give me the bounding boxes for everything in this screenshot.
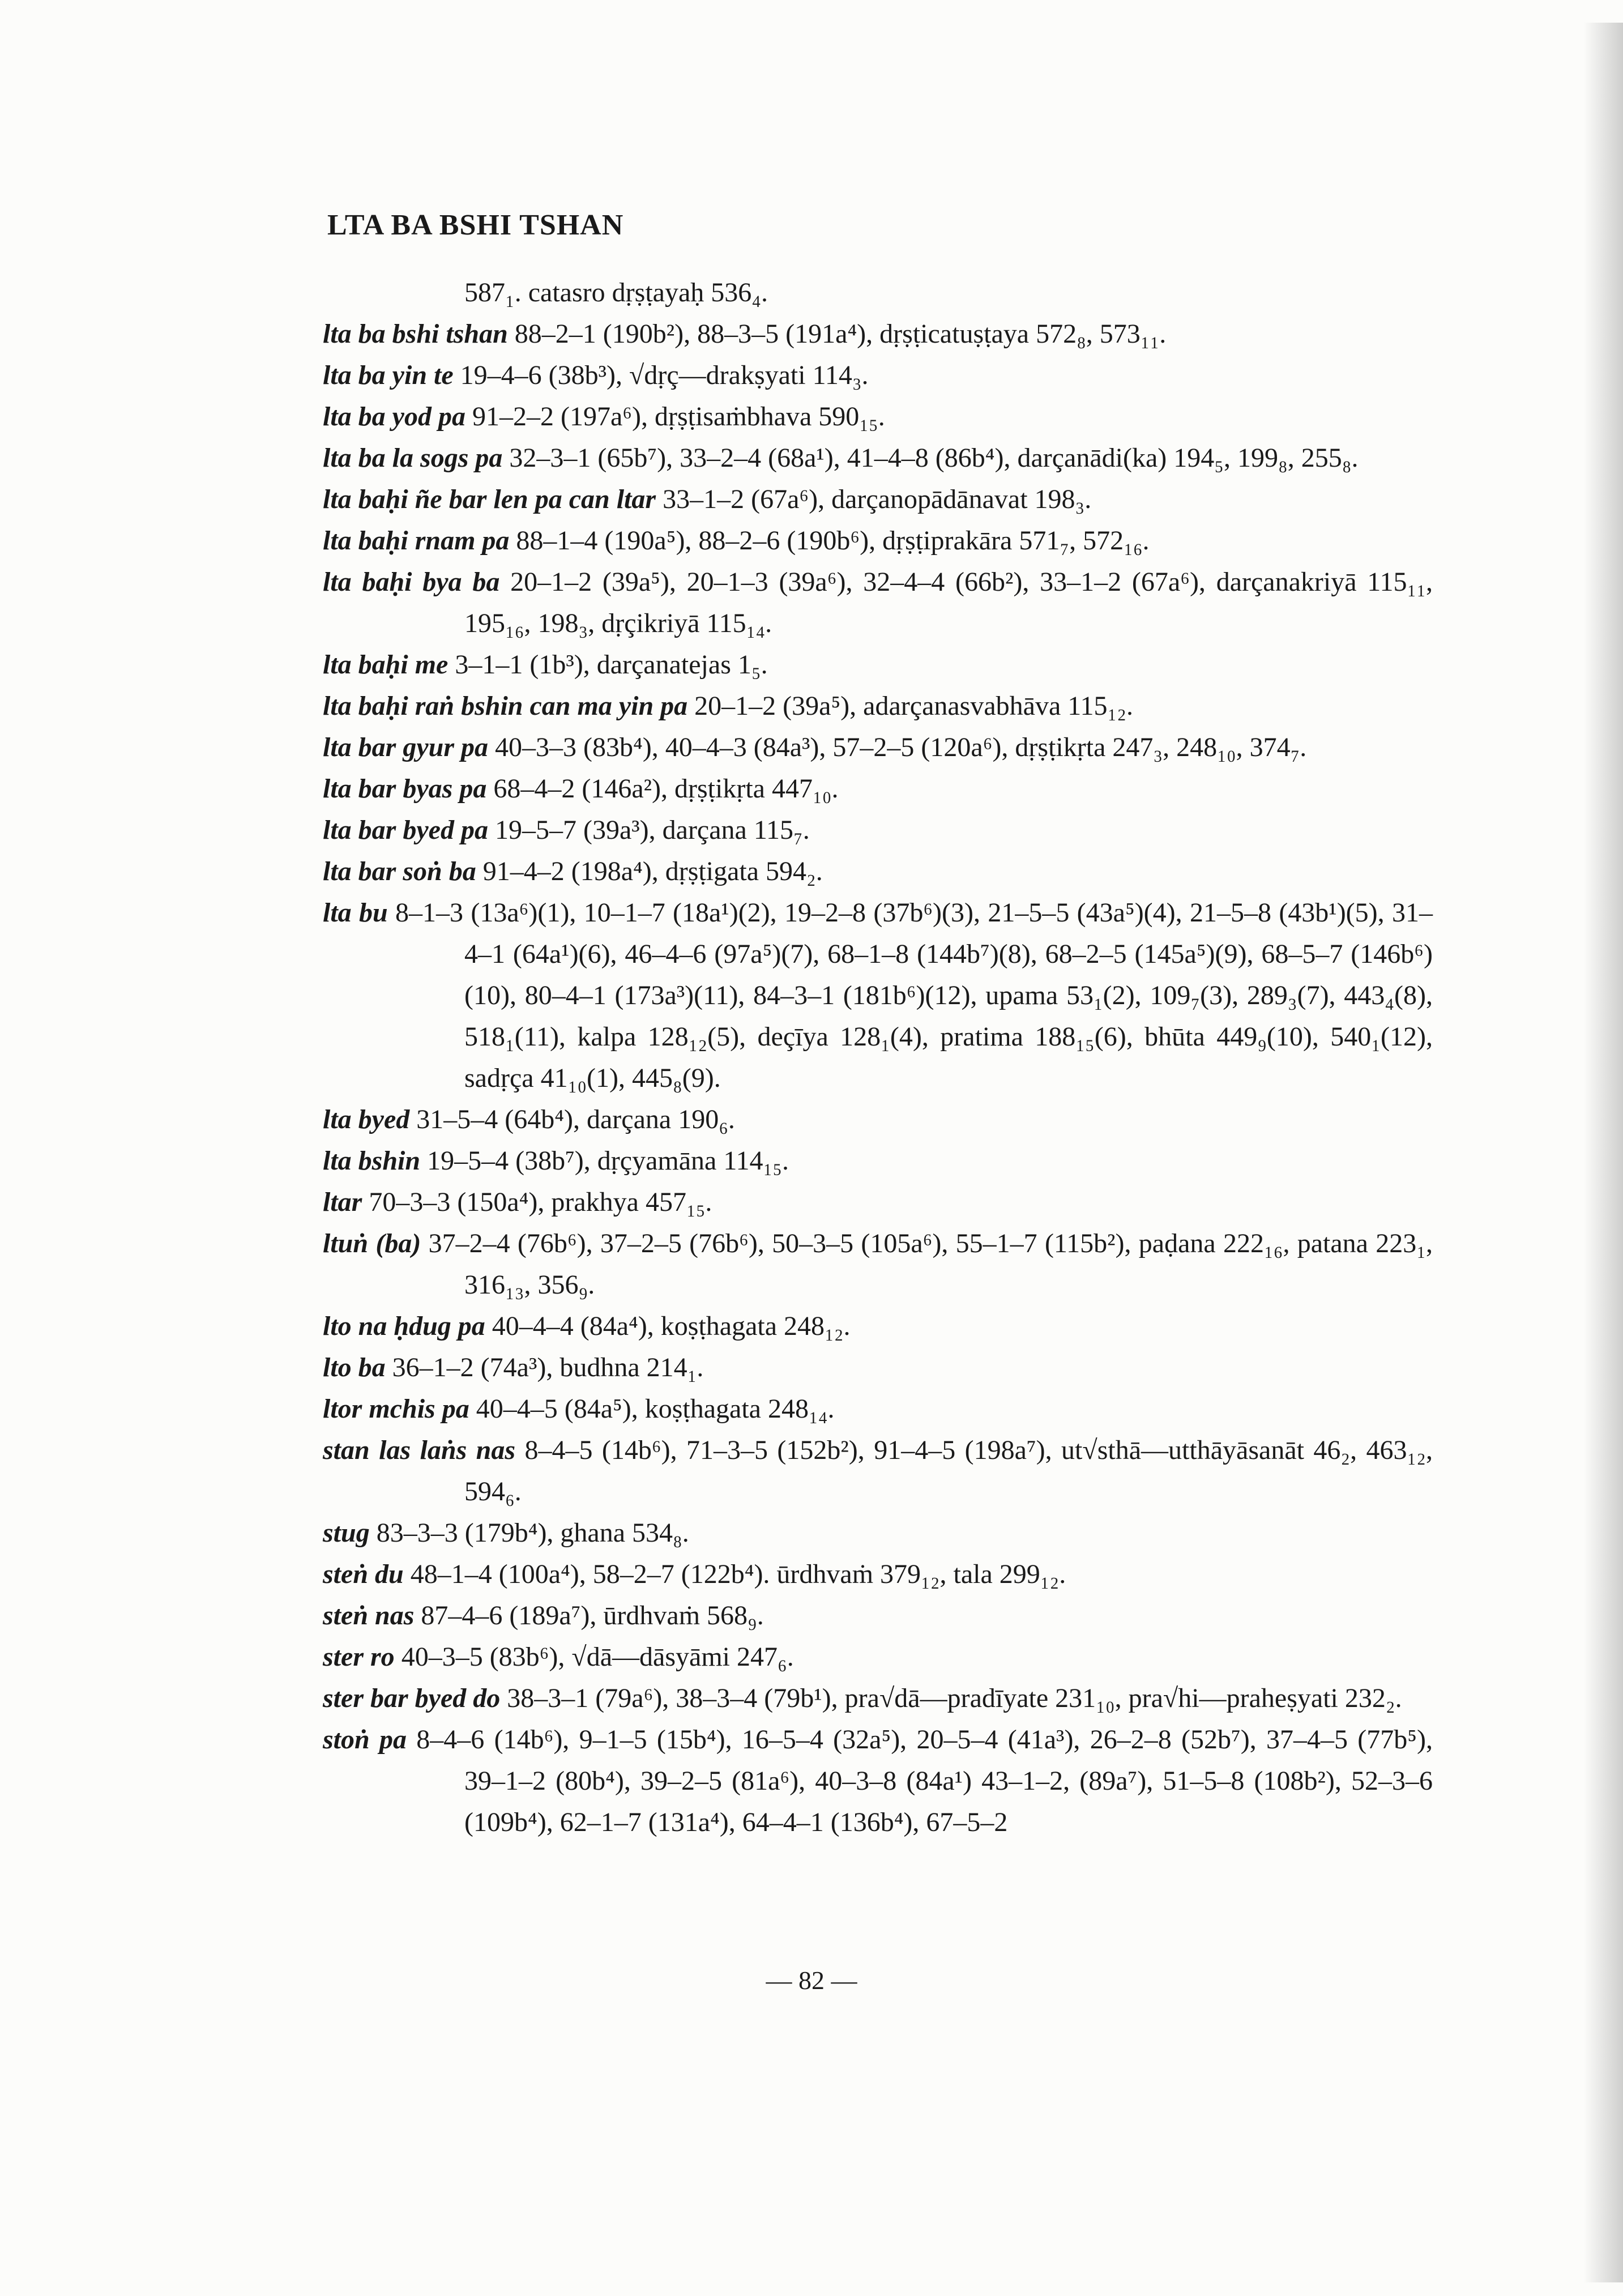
entry-body: 8–4–6 (14b⁶), 9–1–5 (15b⁴), 16–5–4 (32a⁵), 20–5–4 (41a³), 26–2–8 (52b⁷), 37–4–5 (77b⁵), 39–1–2 (80b⁴), 39–2–5 (81a⁶), 40–3–8 (84a¹) 43–1–2, (89a⁷), 51–5–8 (108b²), 52–3–6 (109b⁴), 62–1–7 (131a⁴), 64–4–1 (136b⁴), 67–5–2 (407, 1725, 1433, 1837)
entry (323, 437, 1433, 479)
headword: lta baḥi rnam pa (323, 526, 510, 556)
entry-body: 40–3–3 (83b⁴), 40–4–3 (84a³), 57–2–5 (120a⁶), dṛṣṭikṛta 247₃, 248₁₀, 374₇. (488, 732, 1307, 762)
entry (323, 1595, 1433, 1636)
entry (323, 520, 1433, 561)
headword: lta baḥi raṅ bshin can ma yin pa (323, 691, 688, 721)
headword: lta bshin (323, 1146, 421, 1176)
entry (323, 1305, 1433, 1347)
headword: lta byed (323, 1104, 410, 1134)
headword: ltor mchis pa (323, 1394, 469, 1424)
entry-list (323, 272, 1433, 1843)
entry-body: 8–1–3 (13a⁶)(1), 10–1–7 (18a¹)(2), 19–2–8 (37b⁶)(3), 21–5–5 (43a⁵)(4), 21–5–8 (43b¹)(5), 31–4–1 (64a¹)(6), 46–4–6 (97a⁵)(7), 68–1–8 (144b⁷)(8), 68–2–5 (145a⁵)(9), 68–5–7 (146b⁶)(10), 80–4–1 (173a³)(11), 84–3–1 (181b⁶)(12), upama 53₁(2), 109₇(3), 289₃(7), 443₄(8), 518₁(11), kalpa 128₁₂(5), deçīya 128₁(4), pratima 188₁₅(6), bhūta 449₉(10), 540₁(12), sadṛça 41₁₀(1), 445₈(9). (387, 898, 1433, 1093)
entry-body: 91–2–2 (197a⁶), dṛṣṭisaṁbhava 590₁₅. (465, 402, 885, 432)
headword: steṅ nas (323, 1601, 415, 1631)
entry (323, 396, 1433, 437)
entry-body: 91–4–2 (198a⁴), dṛṣṭigata 594₂. (476, 856, 823, 886)
headword: lta ba yod pa (323, 402, 465, 432)
entry-body: 68–4–2 (146a²), dṛṣṭikṛta 447₁₀. (486, 774, 839, 804)
entry (323, 892, 1433, 1099)
entry-body: 40–3–5 (83b⁶), √dā—dāsyāmi 247₆. (394, 1642, 794, 1672)
entry-body: 40–4–4 (84a⁴), koṣṭhagata 248₁₂. (485, 1311, 851, 1341)
entry-body: 3–1–1 (1b³), darçanatejas 1₅. (448, 650, 768, 680)
entry (323, 685, 1433, 727)
entry (323, 644, 1433, 685)
entry-body: 37–2–4 (76b⁶), 37–2–5 (76b⁶), 50–3–5 (105a⁶), 55–1–7 (115b²), paḍana 222₁₆, patana 223₁, 316₁₃, 356₉. (421, 1228, 1433, 1300)
entry-body: 20–1–2 (39a⁵), adarçanasvabhāva 115₁₂. (687, 691, 1133, 721)
headword: lta bar gyur pa (323, 732, 489, 762)
headword: lta bar byed pa (323, 815, 488, 845)
entry-body: 48–1–4 (100a⁴), 58–2–7 (122b⁴). ūrdhvaṁ 379₁₂, tala 299₁₂. (403, 1559, 1066, 1589)
headword: lta bar soṅ ba (323, 856, 476, 886)
entry-body: 40–4–5 (84a⁵), koṣṭhagata 248₁₄. (469, 1394, 835, 1424)
entry-body: 19–5–7 (39a³), darçana 115₇. (488, 815, 810, 845)
entry (323, 1140, 1433, 1181)
headword: stan las laṅs nas (323, 1435, 516, 1465)
entry (323, 313, 1433, 355)
entry (323, 1512, 1433, 1554)
entry-body: 8–4–5 (14b⁶), 71–3–5 (152b²), 91–4–5 (198a⁷), ut√sthā—utthāyāsanāt 46₂, 463₁₂, 594₆. (464, 1435, 1433, 1507)
continuation-line: 587₁. catasro dṛṣṭayaḥ 536₄. (464, 278, 768, 308)
headword: lto na ḥdug pa (323, 1311, 485, 1341)
entry-body: 33–1–2 (67a⁶), darçanopādānavat 198₃. (656, 484, 1092, 514)
headword: lta ba la sogs pa (323, 443, 503, 473)
entry-body: 32–3–1 (65b⁷), 33–2–4 (68a¹), 41–4–8 (86b⁴), darçanādi(ka) 194₅, 199₈, 255₈. (502, 443, 1359, 473)
entry-body: 19–5–4 (38b⁷), dṛçyamāna 114₁₅. (420, 1146, 789, 1176)
headword: ster bar byed do (323, 1683, 501, 1713)
headword: stug (323, 1518, 370, 1548)
headword: lta baḥi bya ba (323, 567, 500, 597)
headword: ltuṅ (ba) (323, 1228, 421, 1258)
headword: lta ba yin te (323, 360, 454, 390)
entry-body: 38–3–1 (79a⁶), 38–3–4 (79b¹), pra√dā—pradīyate 231₁₀, pra√hi—praheṣyati 232₂. (500, 1683, 1402, 1713)
headword: lta baḥi me (323, 650, 449, 680)
headword: ltar (323, 1187, 362, 1217)
entry-body: 20–1–2 (39a⁵), 20–1–3 (39a⁶), 32–4–4 (66b²), 33–1–2 (67a⁶), darçanakriyā 115₁₁, 195₁₆, 198₃, dṛçikriyā 115₁₄. (464, 567, 1433, 638)
headword: lta baḥi ñe bar len pa can ltar (323, 484, 656, 514)
entry-body: 88–1–4 (190a⁵), 88–2–6 (190b⁶), dṛṣṭiprakāra 571₇, 572₁₆. (509, 526, 1150, 556)
entry (323, 768, 1433, 809)
headword: steṅ du (323, 1559, 404, 1589)
entry-body: 83–3–3 (179b⁴), ghana 534₈. (369, 1518, 689, 1548)
entry-body: 88–2–1 (190b²), 88–3–5 (191a⁴), dṛṣṭicatuṣṭaya 572₈, 573₁₁. (507, 319, 1167, 349)
headword: lta bu (323, 898, 388, 928)
entry (323, 1554, 1433, 1595)
entry (323, 1429, 1433, 1512)
entry (323, 1636, 1433, 1678)
entry (323, 1678, 1433, 1719)
entry (323, 1347, 1433, 1388)
entry (323, 561, 1433, 644)
entry (323, 479, 1433, 520)
headword: lta ba bshi tshan (323, 319, 508, 349)
entry (323, 1719, 1433, 1843)
entry (323, 851, 1433, 892)
headword: ster ro (323, 1642, 395, 1672)
entry-body: 31–5–4 (64b⁴), darçana 190₆. (409, 1104, 735, 1134)
headword: stoṅ pa (323, 1725, 407, 1755)
entry (323, 1181, 1433, 1223)
headword: lto ba (323, 1352, 386, 1382)
entry (323, 355, 1433, 396)
entry (323, 1388, 1433, 1429)
entry-body: 36–1–2 (74a³), budhna 214₁. (385, 1352, 704, 1382)
entry (323, 727, 1433, 768)
running-head: LTA BA BSHI TSHAN (327, 209, 624, 241)
entry-body: 87–4–6 (189a⁷), ūrdhvaṁ 568₉. (414, 1601, 764, 1631)
page-number: — 82 — (766, 1966, 857, 1995)
entry-body: 19–4–6 (38b³), √dṛç—drakṣyati 114₃. (453, 360, 869, 390)
headword: lta bar byas pa (323, 774, 487, 804)
entry (323, 1099, 1433, 1140)
entry (323, 1223, 1433, 1305)
entry (323, 809, 1433, 851)
scan-edge-shadow (1583, 23, 1623, 2282)
entry-body: 70–3–3 (150a⁴), prakhya 457₁₅. (362, 1187, 712, 1217)
